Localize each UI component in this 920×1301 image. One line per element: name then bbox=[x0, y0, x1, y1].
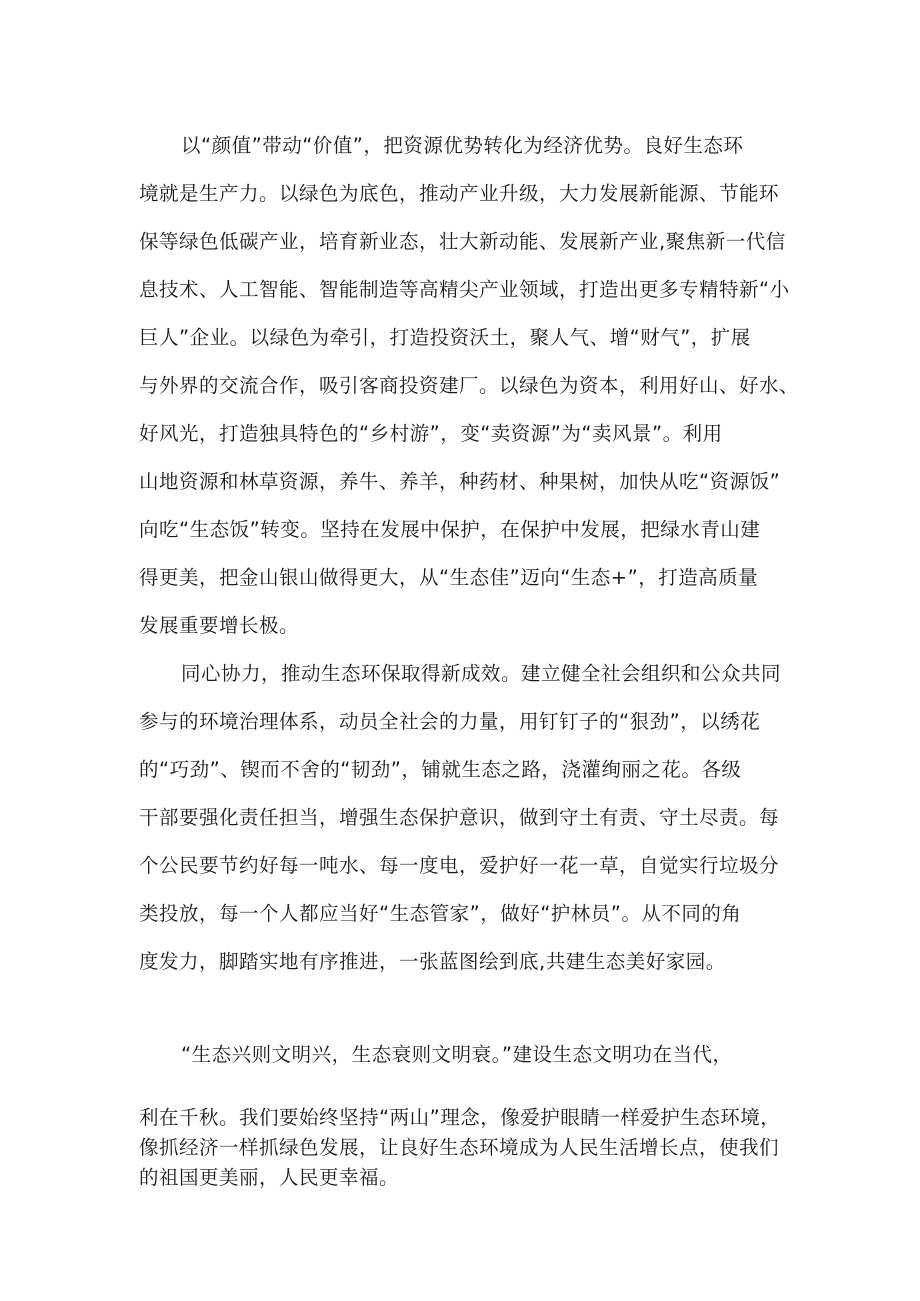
paragraph-line: 像抓经济一样抓绿色发展，让良好生态环境成为人民生活增长点，使我们 bbox=[139, 1136, 780, 1159]
paragraph-line: 与外界的交流合作，吸引客商投资建厂。以绿色为资本，利用好山、好水、 bbox=[139, 374, 800, 397]
paragraph-ecology-value bbox=[139, 130, 799, 658]
paragraph-line: 同心协力，推动生态环保取得新成效。建立健全社会组织和公众共同 bbox=[181, 662, 782, 685]
paragraph-line: 好风光，打造独具特色的“乡村游”，变“卖资源”为“卖风景”。利用 bbox=[139, 422, 723, 445]
paragraph-conclusion bbox=[139, 1040, 799, 1193]
paragraph-joint-effort bbox=[139, 658, 799, 994]
paragraph-line: 利在千秋。我们要始终坚持“两山”理念，像爱护眼睛一样爱护生态环境， bbox=[139, 1106, 781, 1129]
paragraph-line: 以“颜值”带动“价值”，把资源优势转化为经济优势。良好生态环 bbox=[181, 134, 744, 157]
paragraph-line: 的“巧劲”、锲而不舍的“韧劲”，铺就生态之路，浇灌绚丽之花。各级 bbox=[139, 758, 742, 781]
paragraph-line: 参与的环境治理体系，动员全社会的力量，用钉钉子的“狠劲”，以绣花 bbox=[139, 710, 761, 733]
paragraph-line: 向吃“生态饭”转变。坚持在发展中保护，在保护中发展，把绿水青山建 bbox=[139, 518, 761, 541]
paragraph-line: 度发力，脚踏实地有序推进，一张蓝图绘到底,共建生态美好家园。 bbox=[139, 950, 726, 973]
paragraph-line: 得更美，把金山银山做得更大，从“生态佳”迈向“生态+”，打造高质量 bbox=[139, 566, 759, 589]
paragraph-line: 保等绿色低碳产业，培育新业态，壮大新动能、发展新产业,聚焦新一代信 bbox=[139, 230, 786, 253]
paragraph-line: 息技术、人工智能、智能制造等高精尖产业领域，打造出更多专精特新“小 bbox=[139, 278, 790, 301]
paragraph-line: “生态兴则文明兴，生态衰则文明衰。”建设生态文明功在当代， bbox=[181, 1043, 733, 1066]
paragraph-line: 干部要强化责任担当，增强生态保护意识，做到守土有责、守土尽责。每 bbox=[139, 806, 780, 829]
paragraph-line: 境就是生产力。以绿色为底色，推动产业升级，大力发展新能源、节能环 bbox=[139, 182, 780, 205]
paragraph-line: 类投放，每一个人都应当好“生态管家”，做好“护林员”。从不同的角 bbox=[139, 902, 742, 925]
paragraph-line: 个公民要节约好每一吨水、每一度电，爱护好一花一草，自觉实行垃圾分 bbox=[139, 854, 780, 877]
paragraph-line: 的祖国更美丽，人民更幸福。 bbox=[139, 1166, 400, 1189]
paragraph-line: 发展重要增长极。 bbox=[139, 614, 300, 637]
paragraph-line: 山地资源和林草资源，养牛、养羊，种药材、种果树，加快从吃“资源饭” bbox=[139, 470, 781, 493]
paragraph-line: 巨人”企业。以绿色为牵引，打造投资沃土，聚人气、增“财气”，扩展 bbox=[139, 326, 751, 349]
